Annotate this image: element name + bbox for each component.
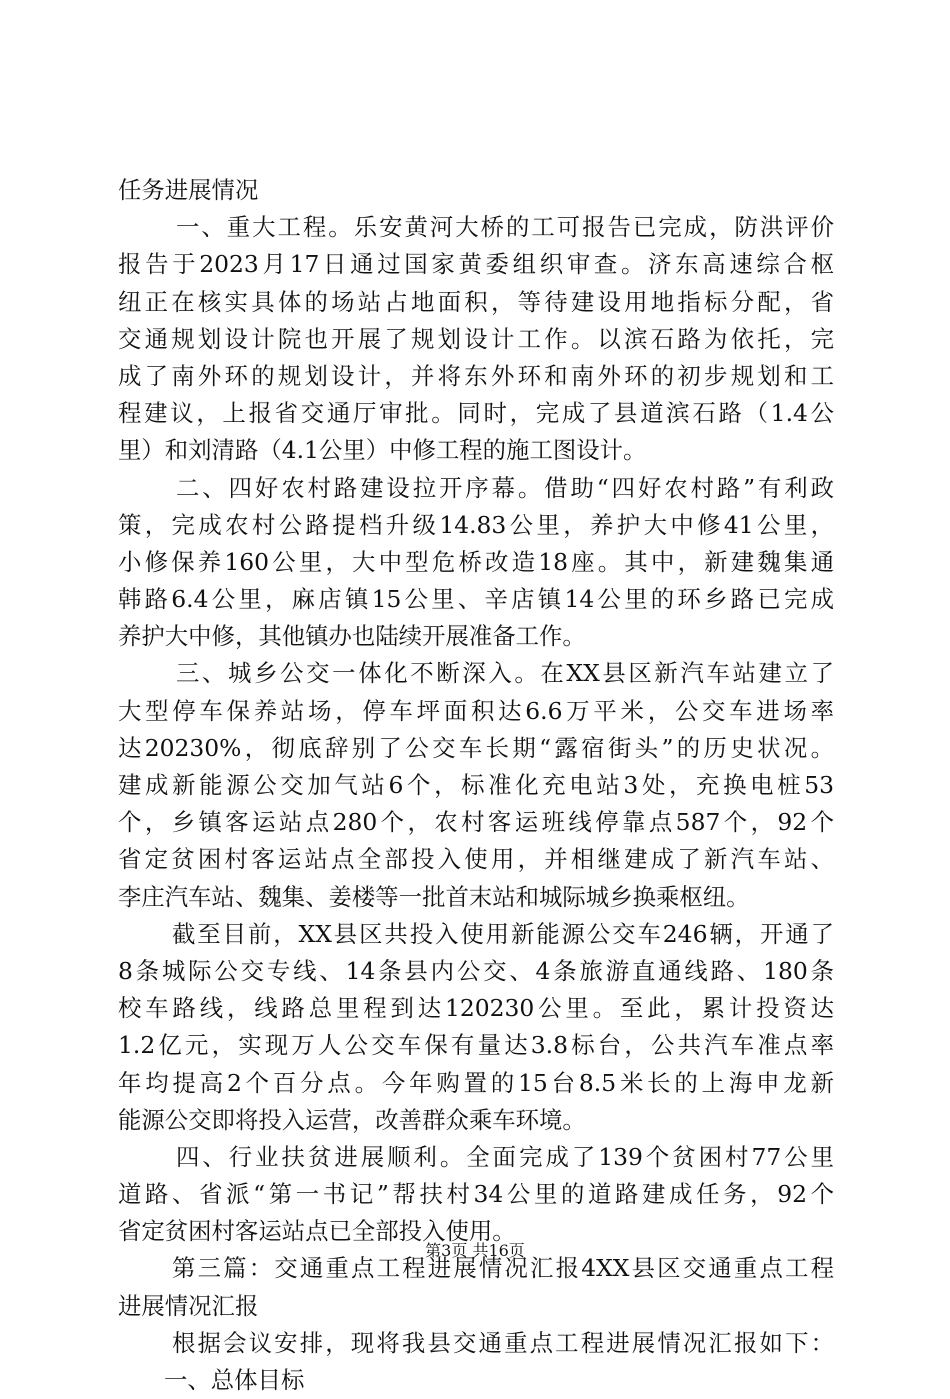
paragraph-line: 1.2亿元，实现万人公交车保有量达3.8标台，公共汽车准点率 <box>118 1031 834 1060</box>
paragraph-line: 省定贫困村客运站点全部投入使用，并相继建成了新汽车站、 <box>118 845 834 874</box>
paragraph-line: 校车路线，线路总里程到达120230公里。至此，累计投资达 <box>118 994 834 1023</box>
chapter-heading: 第三篇：交通重点工程进展情况汇报4XX县区交通重点工程 <box>172 1254 834 1283</box>
paragraph-line: 交通规划设计院也开展了规划设计工作。以滨石路为依托，完 <box>118 324 834 353</box>
document-body <box>118 172 834 1399</box>
paragraph-line: 四、行业扶贫进展顺利。全面完成了139个贫困村77公里 <box>176 1142 834 1171</box>
paragraph-line: 道路、省派“第一书记”帮扶村34公里的道路建成任务，92个 <box>118 1180 834 1209</box>
paragraph-line: 养护大中修，其他镇办也陆续开展准备工作。 <box>118 622 586 651</box>
chapter-heading: 进展情况汇报 <box>118 1291 259 1320</box>
paragraph-line: 年均提高2个百分点。今年购置的15台8.5米长的上海申龙新 <box>118 1068 834 1097</box>
paragraph-line: 能源公交即将投入运营，改善群众乘车环境。 <box>118 1105 586 1134</box>
paragraph-line: 建成新能源公交加气站6个，标准化充电站3处，充换电桩53 <box>118 771 834 799</box>
paragraph-line: 达20230%，彻底辞别了公交车长期“露宿街头”的历史状况。 <box>118 733 834 762</box>
section-heading: 一、总体目标 <box>164 1366 305 1394</box>
paragraph-line: 8条城际公交专线、14条县内公交、4条旅游直通线路、180条 <box>118 956 834 985</box>
paragraph-line: 根据会议安排，现将我县交通重点工程进展情况汇报如下： <box>172 1328 834 1357</box>
paragraph-line: 省定贫困村客运站点已全部投入使用。 <box>118 1217 516 1246</box>
page-number: 第3页 共16页 <box>425 1241 525 1260</box>
paragraph-line: 大型停车保养站场，停车坪面积达6.6万平米，公交车进场率 <box>118 696 834 725</box>
paragraph-line: 一、重大工程。乐安黄河大桥的工可报告已完成，防洪评价 <box>176 213 834 242</box>
paragraph-line: 程建议，上报省交通厅审批。同时，完成了县道滨石路（1.4公 <box>118 399 834 428</box>
paragraph-line: 纽正在核实具体的场站占地面积，等待建设用地指标分配，省 <box>118 287 834 316</box>
paragraph-line: 成了南外环的规划设计，并将东外环和南外环的初步规划和工 <box>118 361 834 390</box>
paragraph-line: 小修保养160公里，大中型危桥改造18座。其中，新建魏集通 <box>118 547 834 576</box>
paragraph-line: 李庄汽车站、魏集、姜楼等一批首末站和城际城乡换乘枢纽。 <box>118 882 750 911</box>
paragraph-line: 个，乡镇客运站点280个，农村客运班线停靠点587个，92个 <box>118 808 834 837</box>
paragraph-line: 三、城乡公交一体化不断深入。在XX县区新汽车站建立了 <box>176 659 834 688</box>
paragraph-line: 韩路6.4公里，麻店镇15公里、辛店镇14公里的环乡路已完成 <box>118 585 834 614</box>
paragraph-line: 二、四好农村路建设拉开序幕。借助“四好农村路”有利政 <box>176 473 834 502</box>
paragraph-line: 里）和刘清路（4.1公里）中修工程的施工图设计。 <box>118 436 647 465</box>
paragraph-line: 截至目前，XX县区共投入使用新能源公交车246辆，开通了 <box>172 919 834 948</box>
paragraph-line: 策，完成农村公路提档升级14.83公里，养护大中修41公里， <box>118 510 834 539</box>
section-heading: 任务进展情况 <box>118 176 259 204</box>
paragraph-line: 报告于2023月17日通过国家黄委组织审查。济东高速综合枢 <box>118 250 834 279</box>
